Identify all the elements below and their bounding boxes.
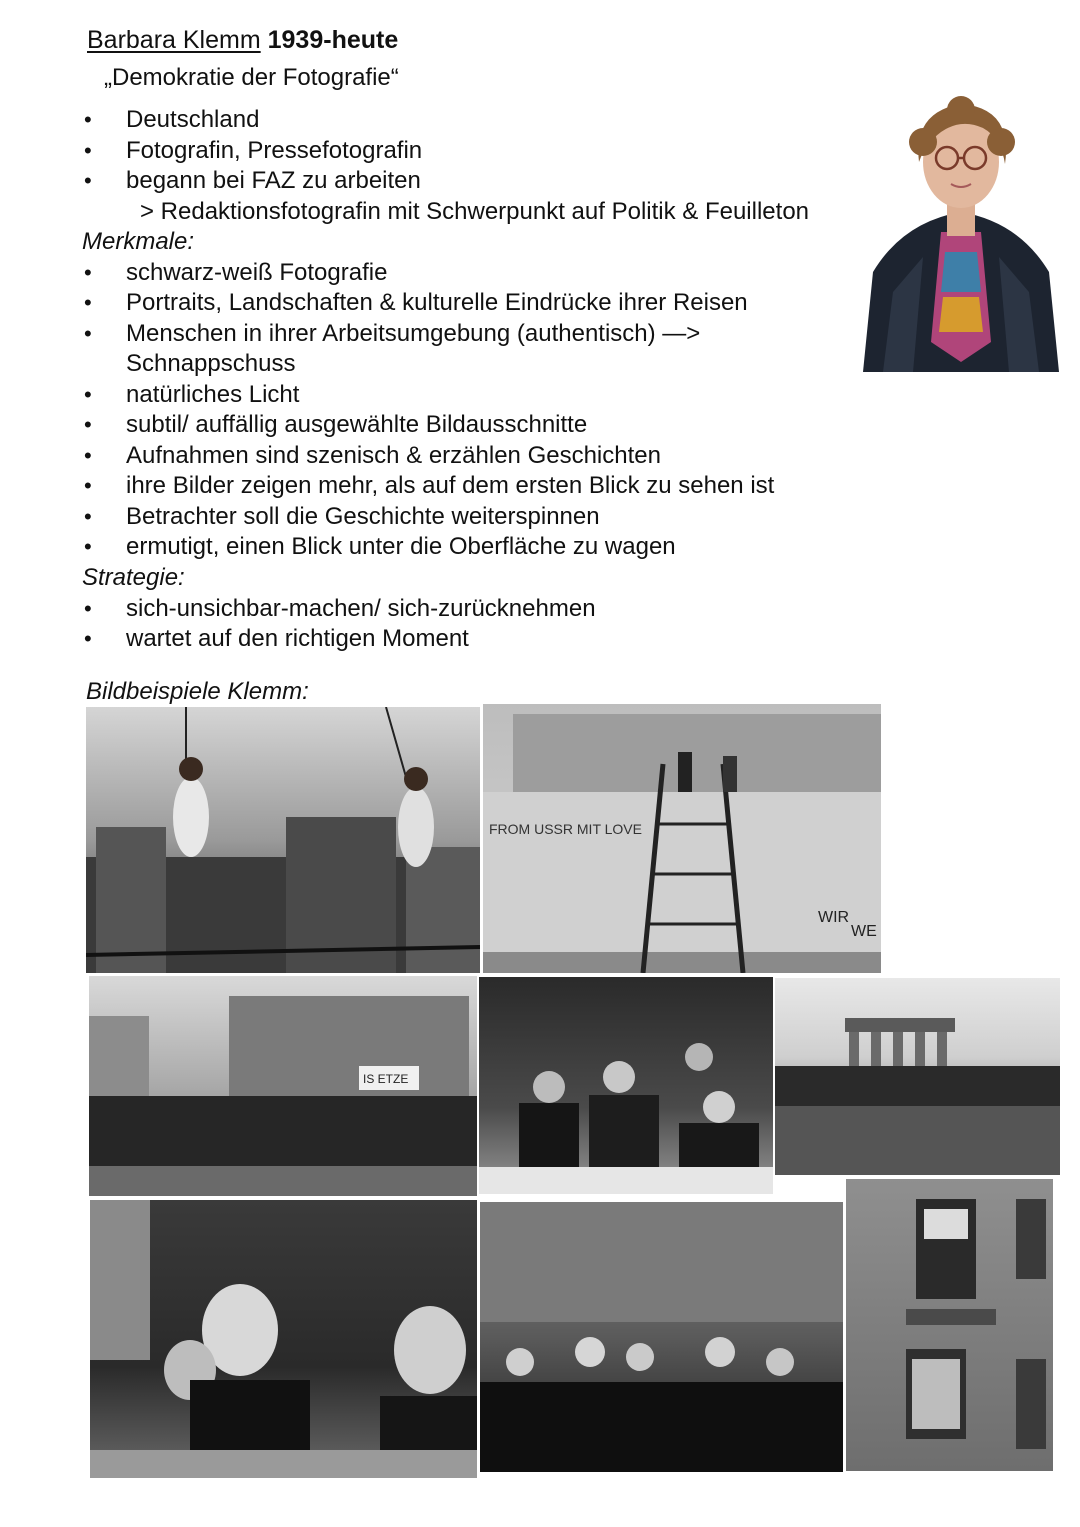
bullet-icon: • [84, 534, 92, 559]
photo-demonstration [89, 976, 477, 1196]
photo-window-facade [846, 1179, 1053, 1471]
bullet-icon: • [84, 138, 92, 163]
bullet-icon: • [84, 107, 92, 132]
bullet-icon: • [84, 321, 92, 346]
photo-politicians-meeting [479, 977, 773, 1194]
photo-swing-riders [86, 707, 480, 973]
graffiti-text-3: WE [851, 923, 877, 940]
page-title [87, 24, 398, 56]
graffiti-text-1: FROM USSR MIT LOVE [489, 821, 642, 837]
bullet-icon: • [84, 504, 92, 529]
banner-text: IS ETZE [363, 1072, 409, 1086]
bullet-icon: • [84, 596, 92, 621]
artist-quote: „Demokratie der Fotografie“ [104, 64, 399, 91]
bullet-icon: • [84, 443, 92, 468]
photo-berlin-wall [483, 704, 881, 973]
bullet-icon: • [84, 473, 92, 498]
bullet-icon: • [84, 290, 92, 315]
bullet-icon: • [84, 382, 92, 407]
bullet-icon: • [84, 412, 92, 437]
bullet-icon: • [84, 168, 92, 193]
graffiti-text-2: WIR [818, 909, 850, 926]
artist-name: Barbara Klemm [87, 26, 261, 54]
bullet-icon: • [84, 626, 92, 651]
portrait-photo [863, 92, 1059, 372]
bullet-icon: • [84, 260, 92, 285]
photo-politicians-smoking [90, 1200, 477, 1478]
photo-brandenburg-gate [775, 978, 1060, 1175]
photo-applause [480, 1202, 843, 1472]
artist-years: 1939-heute [267, 26, 399, 54]
